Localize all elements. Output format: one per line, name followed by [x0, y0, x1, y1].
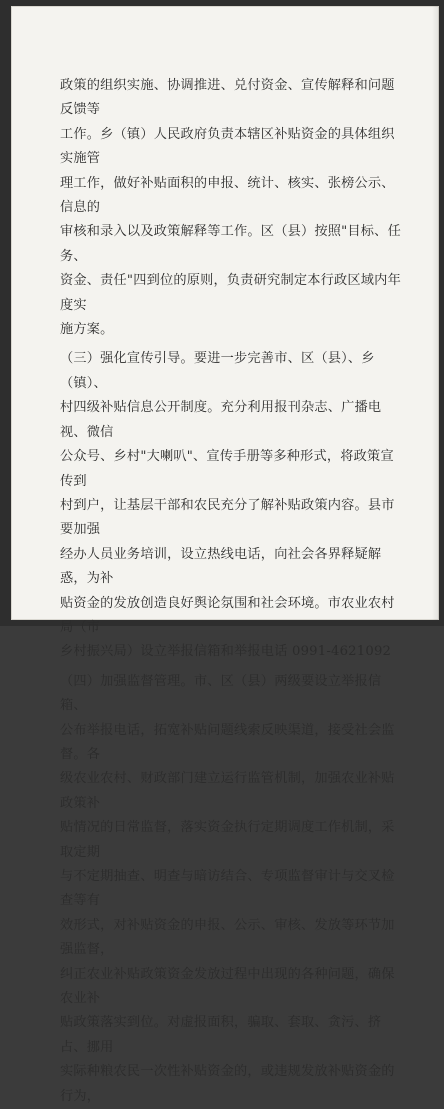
paragraph-publicity: （三）强化宣传引导。要进一步完善市、区（县）、乡（镇）、 村四级补贴信息公开制度。充分利用报刊杂志、广播电视、微信 公众号、乡村"大喇叭"、宣传手册等多种形式，将政策宣传到 村到户，让基层干部和农民充分了解补贴政策内容。县市要加强 经办人员业务培训，设立热线电话，向社会各界释疑解惑，为补 贴资金的发放创造良好舆论氛围和社会环境。市农业农村局（市 乡村振兴局）设立举报信箱和举报电话 0991-4621092 — [60, 351, 395, 660]
page-edge-shadow — [432, 6, 439, 620]
paragraph-duties: 政策的组织实施、协调推进、兑付资金、宣传解释和问题反馈等 工作。乡（镇）人民政府负责本辖区补贴资金的具体组织实施管 理工作，做好补贴面积的申报、统计、核实、张榜公示、信息的 审核和录入以及政策解释等工作。区（县）按照"目标、任务、 资金、责任"四到位的原则，负责研究制定本行政区域内年度实 施方案。 — [60, 78, 401, 338]
document-page — [11, 6, 439, 1104]
document-body — [60, 74, 406, 1109]
paragraph-supervision: （四）加强监督管理。市、区（县）两级要设立举报信箱、 公布举报电话，拓宽补贴问题线索反映渠道，接受社会监督。各 级农业农村、财政部门建立运行监管机制，加强农业补贴政策补 贴情况的日常监督，落实资金执行定期调度工作机制，采取定期 与不定期抽查、明查与暗访结合、专项监督审计与交叉检查等有 效形式，对补贴资金的申报、公示、审核、发放等环节加强监督， 纠正农业补贴政策资金发放过程中出现的各种问题，确保农业补 贴政策落实到位。对虚报面积，骗取、套取、贪污、挤占、挪用 实际种粮农民一次性补贴资金的，或违规发放补贴资金的行为， — [60, 673, 395, 1104]
